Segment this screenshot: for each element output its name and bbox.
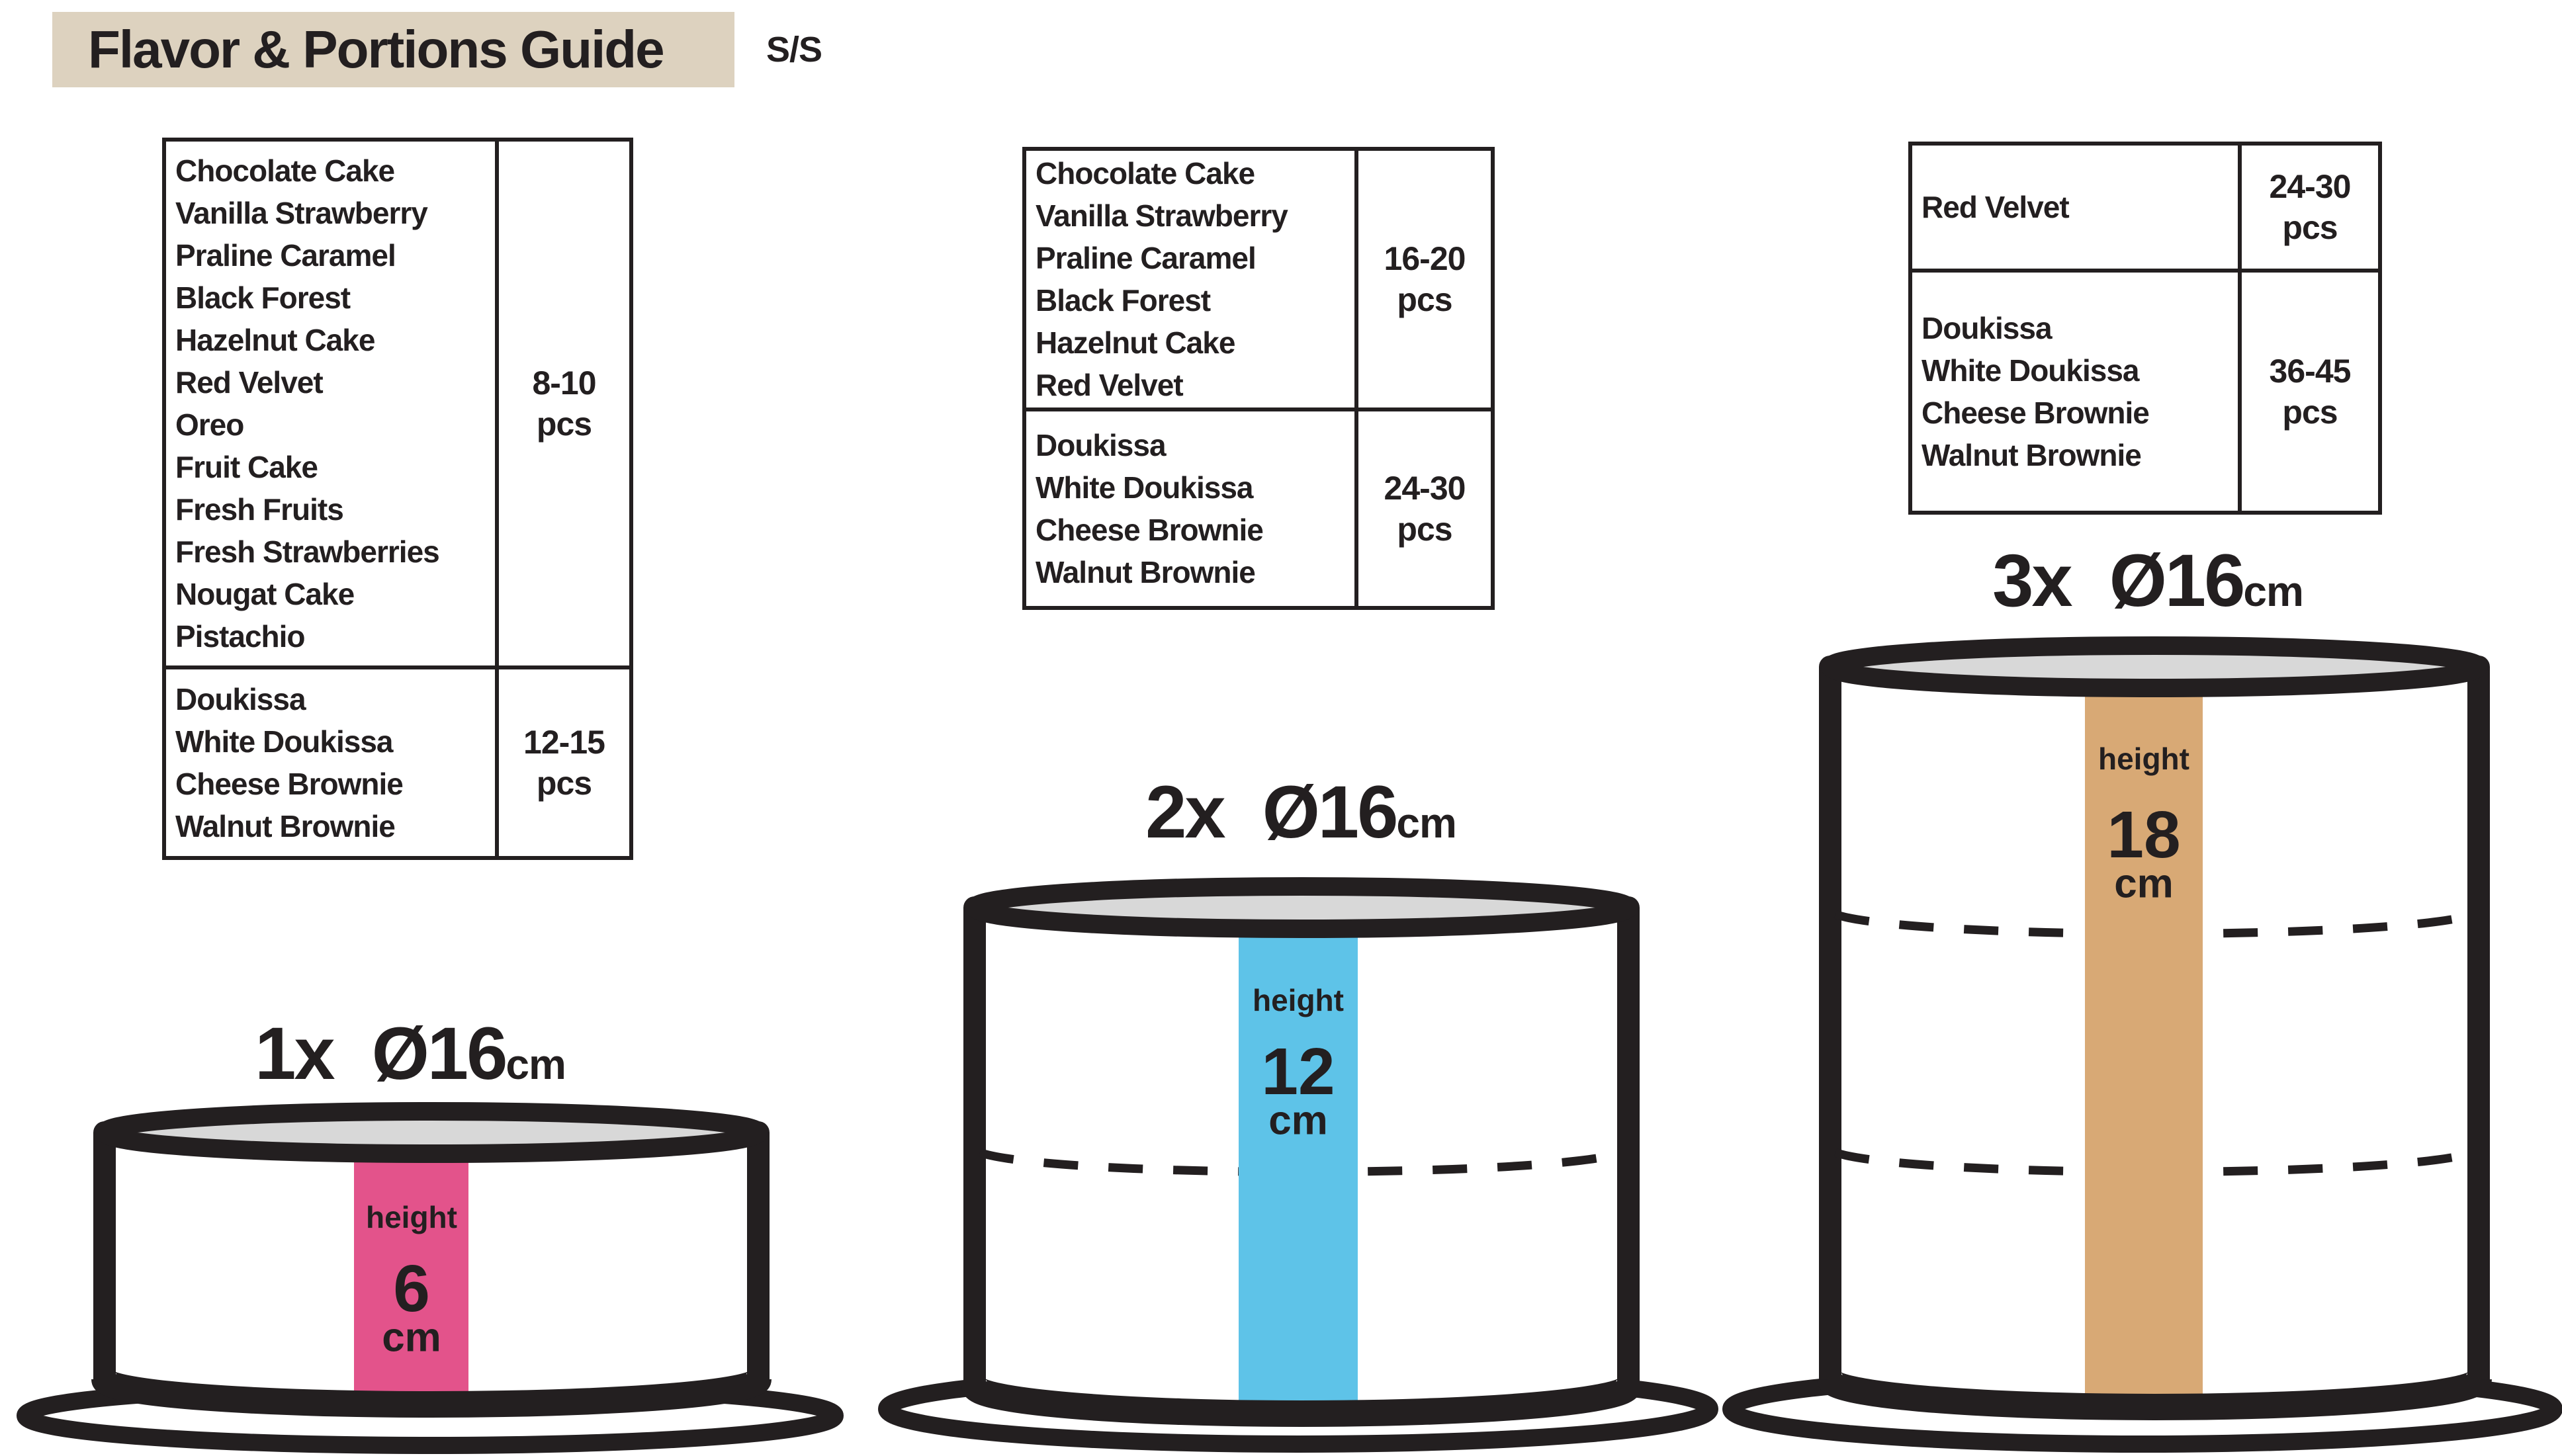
height-label: height	[366, 1200, 457, 1234]
height-value: 6	[393, 1252, 430, 1326]
cake-count: 2x	[1145, 771, 1224, 853]
flavor-item: Doukissa	[1036, 428, 1166, 462]
cake-top	[1830, 646, 2479, 688]
cake-diameter-unit: cm	[2243, 568, 2303, 615]
flavor-item: Black Forest	[1036, 283, 1211, 318]
flavor-item: Nougat Cake	[175, 577, 355, 611]
portion-count: 36-45	[2269, 353, 2351, 390]
flavor-item: Fresh Strawberries	[175, 535, 439, 569]
flavor-item: Red Velvet	[1036, 368, 1183, 402]
flavor-list-cell	[166, 142, 499, 669]
season-label: S/S	[766, 30, 822, 69]
height-unit: cm	[1268, 1097, 1328, 1144]
flavor-item: Vanilla Strawberry	[175, 196, 427, 230]
portion-unit: pcs	[1397, 281, 1452, 318]
portion-unit: pcs	[1397, 511, 1452, 548]
flavor-item: Pistachio	[175, 619, 305, 654]
portions-cell	[2242, 146, 2378, 273]
flavor-item: Walnut Brownie	[1922, 438, 2141, 472]
portion-unit: pcs	[2282, 394, 2338, 431]
height-value: 12	[1261, 1035, 1335, 1109]
flavor-list-cell	[166, 669, 499, 856]
portions-table-2x	[1022, 147, 1495, 610]
portions-cell	[2242, 273, 2378, 511]
cake-diameter: Ø16	[371, 1012, 506, 1095]
height-stripe	[2085, 688, 2203, 1402]
flavor-item: Chocolate Cake	[1036, 156, 1255, 191]
cake-size-label-3x	[1883, 538, 2412, 623]
flavor-list-cell	[1912, 146, 2242, 273]
flavor-item: Praline Caramel	[175, 238, 396, 273]
cake-diameter: Ø16	[1262, 771, 1397, 853]
flavor-item: Oreo	[175, 407, 244, 442]
flavor-item: Cheese Brownie	[1922, 396, 2149, 430]
portion-count: 8-10	[532, 364, 596, 402]
portion-count: 16-20	[1384, 240, 1466, 277]
flavor-list-cell	[1912, 273, 2242, 511]
portion-count: 12-15	[523, 724, 605, 761]
flavor-item: Fresh Fruits	[175, 492, 343, 527]
portions-cell	[499, 669, 629, 856]
height-value: 18	[2107, 798, 2181, 872]
portion-count: 24-30	[2269, 168, 2351, 205]
flavor-item: Cheese Brownie	[175, 767, 403, 801]
cake-diameter-unit: cm	[506, 1041, 566, 1088]
flavor-list-cell	[1026, 151, 1358, 411]
cake-top	[105, 1111, 758, 1154]
cake-diagram-2x	[873, 847, 1727, 1456]
flavor-item: White Doukissa	[1036, 470, 1253, 505]
portions-cell	[1358, 411, 1491, 606]
cake-diagram-1x	[13, 1078, 860, 1456]
portion-count: 24-30	[1384, 470, 1466, 507]
flavor-item: Walnut Brownie	[1036, 555, 1255, 589]
cake-diagram-3x	[1714, 615, 2562, 1456]
portions-cell	[1358, 151, 1491, 411]
flavor-item: Praline Caramel	[1036, 241, 1256, 275]
flavor-item: Hazelnut Cake	[175, 323, 375, 357]
flavor-item: White Doukissa	[1922, 353, 2139, 388]
cake-count: 1x	[255, 1012, 333, 1095]
flavor-item: Walnut Brownie	[175, 809, 395, 843]
cake-diameter-unit: cm	[1396, 799, 1456, 847]
flavor-item: Red Velvet	[175, 365, 323, 400]
flavor-list-cell	[1026, 411, 1358, 606]
portions-cell	[499, 142, 629, 669]
flavor-item: Doukissa	[1922, 311, 2052, 345]
height-label: height	[2098, 742, 2189, 776]
page-title: Flavor & Portions Guide	[88, 20, 664, 79]
flavor-item: Chocolate Cake	[175, 153, 395, 188]
flavor-item: Fruit Cake	[175, 450, 318, 484]
flavor-item: Vanilla Strawberry	[1036, 198, 1288, 233]
flavor-item: White Doukissa	[175, 724, 393, 759]
flavor-item: Red Velvet	[1922, 190, 2069, 224]
flavor-item: Hazelnut Cake	[1036, 325, 1235, 360]
portion-unit: pcs	[2282, 209, 2338, 246]
flavor-item: Cheese Brownie	[1036, 513, 1263, 547]
flavor-item: Black Forest	[175, 280, 351, 315]
height-unit: cm	[2114, 861, 2174, 907]
cake-top	[975, 886, 1628, 929]
flavor-item: Doukissa	[175, 682, 306, 716]
title-banner	[52, 12, 734, 87]
portion-unit: pcs	[536, 406, 592, 443]
portions-table-1x	[162, 138, 633, 860]
portion-unit: pcs	[536, 765, 592, 802]
portions-table-3x	[1908, 142, 2382, 515]
cake-count: 3x	[1992, 539, 2071, 622]
cake-diameter: Ø16	[2109, 539, 2244, 622]
cake-size-label-2x	[1036, 769, 1566, 855]
height-unit: cm	[382, 1314, 441, 1361]
height-label: height	[1253, 983, 1344, 1017]
